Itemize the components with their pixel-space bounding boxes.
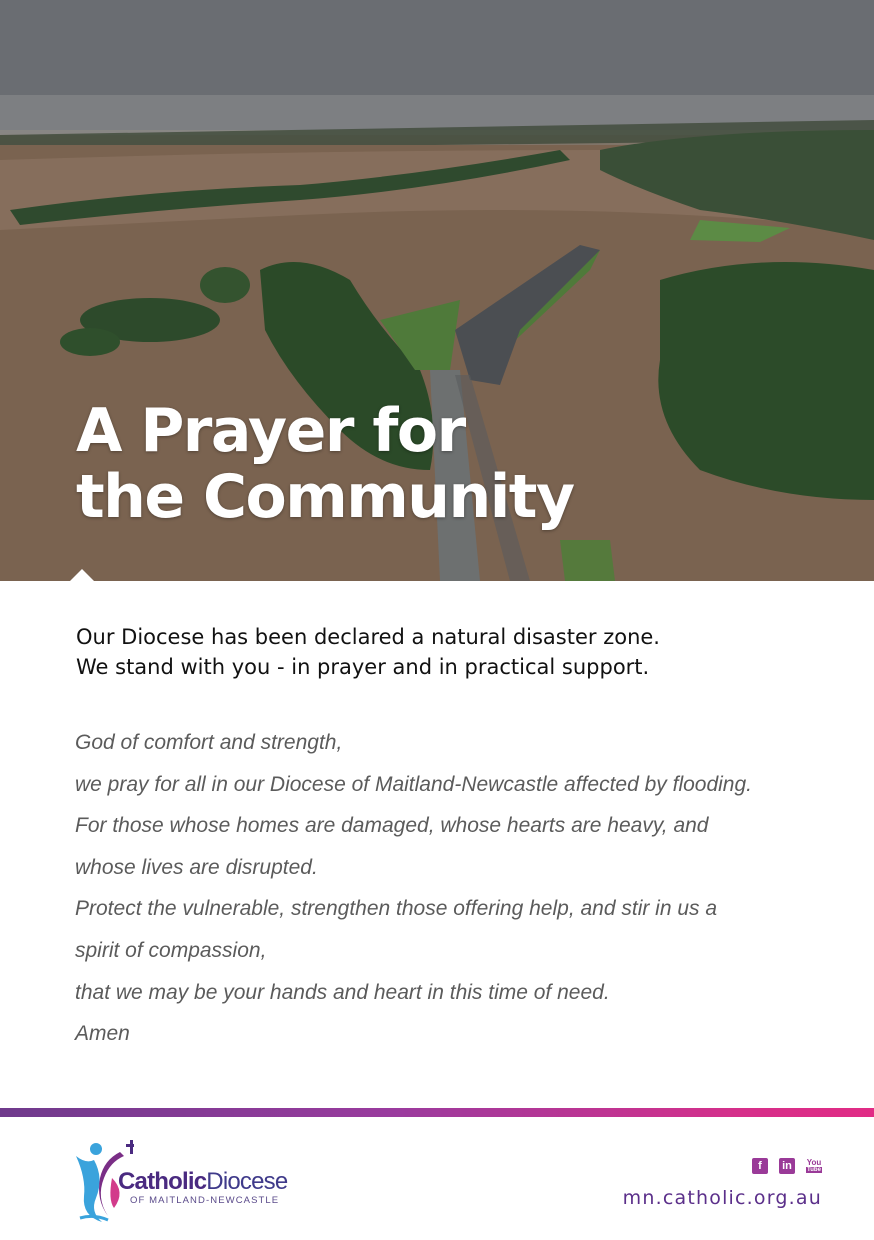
- prayer-line: Amen: [75, 1022, 130, 1046]
- diocese-logo[interactable]: [74, 1138, 294, 1228]
- linkedin-icon[interactable]: in: [779, 1158, 795, 1174]
- title-line-2: the Community: [76, 462, 574, 532]
- social-links: [752, 1158, 822, 1174]
- prayer-line: whose lives are disrupted.: [75, 855, 318, 879]
- page-title: [76, 398, 574, 530]
- footer-gradient-bar: [0, 1108, 874, 1117]
- prayer-line: Protect the vulnerable, strengthen those offering help, and stir in us a: [75, 897, 718, 921]
- youtube-icon[interactable]: You Tube: [806, 1158, 822, 1173]
- prayer-line: we pray for all in our Diocese of Maitland-Newcastle affected by flooding.: [75, 772, 753, 796]
- prayer-text: [75, 722, 855, 1055]
- intro-line-2: We stand with you - in prayer and in practical support.: [76, 655, 650, 679]
- logo-subtitle: OF MAITLAND-NEWCASTLE: [130, 1195, 280, 1206]
- pointer-notch: [70, 569, 94, 581]
- hero-photo: [0, 0, 874, 581]
- logo-word-diocese: Diocese: [206, 1168, 288, 1195]
- facebook-icon[interactable]: f: [752, 1158, 768, 1174]
- prayer-line: God of comfort and strength,: [75, 731, 343, 754]
- logo-wordmark: [118, 1168, 287, 1196]
- prayer-line: For those whose homes are damaged, whose hearts are heavy, and: [75, 814, 709, 838]
- prayer-line: that we may be your hands and heart in this time of need.: [75, 980, 610, 1004]
- logo-word-catholic: Catholic: [118, 1168, 207, 1195]
- intro-statement: [76, 622, 836, 682]
- website-link[interactable]: mn.catholic.org.au: [622, 1187, 822, 1209]
- intro-line-1: Our Diocese has been declared a natural disaster zone.: [76, 625, 660, 649]
- title-line-1: A Prayer for: [76, 396, 465, 466]
- prayer-line: spirit of compassion,: [75, 938, 267, 962]
